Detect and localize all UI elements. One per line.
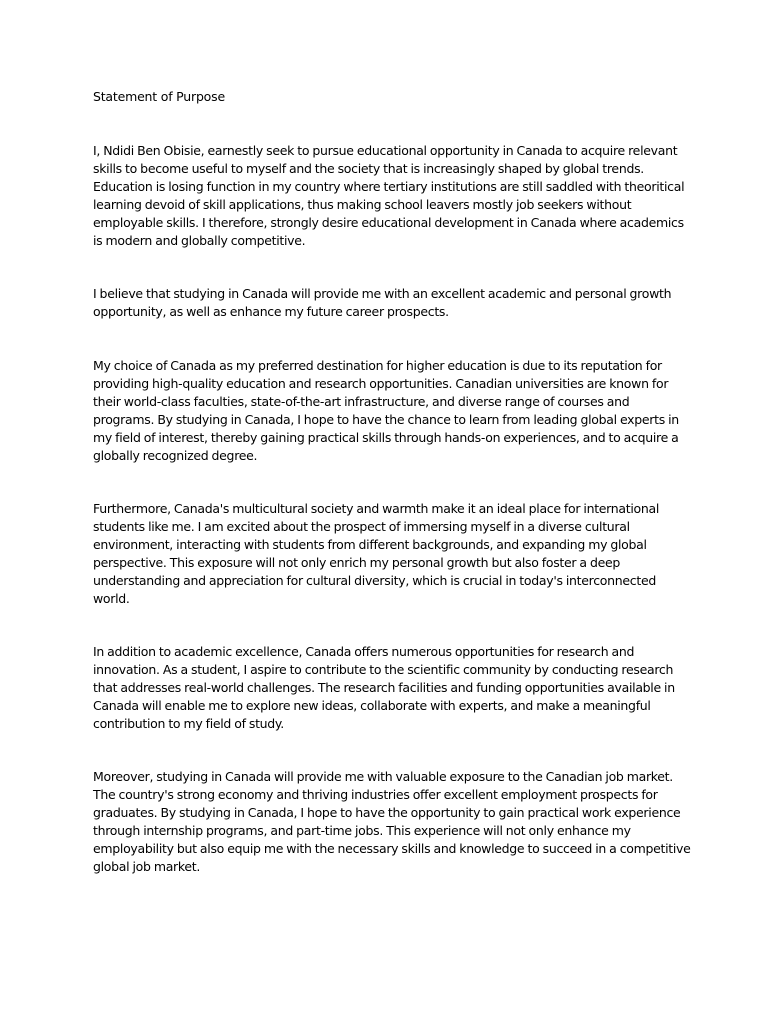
paragraph-line: is modern and globally competitive.	[93, 232, 306, 248]
paragraph-line: In addition to academic excellence, Canada offers numerous opportunities for research and	[93, 644, 635, 659]
paragraph-introduction	[93, 142, 683, 249]
paragraph-choice-of-canada	[93, 357, 683, 464]
paragraph-line: Education is losing function in my country where tertiary institutions are still saddled with theoritical	[93, 178, 685, 194]
paragraph-line: global job market.	[93, 858, 201, 874]
paragraph-line: graduates. By studying in Canada, I hope to have the opportunity to gain practical work experience	[93, 804, 681, 820]
paragraph-line: Canada will enable me to explore new ideas, collaborate with experts, and make a meaningful	[93, 697, 651, 713]
paragraph-line: that addresses real-world challenges. The research facilities and funding opportunities available in	[93, 679, 675, 695]
paragraph-research	[93, 643, 683, 733]
paragraph-line: opportunity, as well as enhance my future career prospects.	[93, 303, 449, 319]
paragraph-line: understanding and appreciation for cultural diversity, which is crucial in today's interconnected	[93, 572, 656, 588]
paragraph-line: I, Ndidi Ben Obisie, earnestly seek to pursue educational opportunity in Canada to acquire relevant	[93, 143, 678, 158]
paragraph-belief	[93, 285, 683, 321]
paragraph-line: providing high-quality education and research opportunities. Canadian universities are known for	[93, 375, 669, 391]
paragraph-line: Moreover, studying in Canada will provide me with valuable exposure to the Canadian job market.	[93, 769, 673, 784]
paragraph-line: employability but also equip me with the necessary skills and knowledge to succeed in a competitive	[93, 840, 691, 856]
paragraph-line: contribution to my field of study.	[93, 715, 284, 731]
document-title: Statement of Purpose	[93, 89, 225, 104]
paragraph-line: perspective. This exposure will not only enrich my personal growth but also foster a deep	[93, 554, 620, 570]
paragraph-line: My choice of Canada as my preferred destination for higher education is due to its reputation for	[93, 358, 662, 373]
paragraph-line: I believe that studying in Canada will provide me with an excellent academic and personal growth	[93, 286, 672, 301]
paragraph-line: employable skills. I therefore, strongly desire educational development in Canada where academics	[93, 214, 684, 230]
paragraph-line: my field of interest, thereby gaining practical skills through hands-on experiences, and to acquire a	[93, 429, 679, 445]
paragraph-line: environment, interacting with students from different backgrounds, and expanding my global	[93, 536, 647, 552]
paragraph-line: programs. By studying in Canada, I hope to have the chance to learn from leading global experts in	[93, 411, 679, 427]
paragraph-line: skills to become useful to myself and the society that is increasingly shaped by global trends.	[93, 160, 644, 176]
paragraph-line: their world-class faculties, state-of-the-art infrastructure, and diverse range of courses and	[93, 393, 630, 409]
paragraph-line: students like me. I am excited about the prospect of immersing myself in a diverse cultural	[93, 518, 630, 534]
paragraph-line: innovation. As a student, I aspire to contribute to the scientific community by conducting research	[93, 661, 674, 677]
paragraph-line: Furthermore, Canada's multicultural society and warmth make it an ideal place for international	[93, 501, 660, 516]
paragraph-line: globally recognized degree.	[93, 447, 258, 463]
paragraph-multicultural	[93, 500, 683, 607]
paragraph-line: world.	[93, 590, 130, 606]
paragraph-line: learning devoid of skill applications, thus making school leavers mostly job seekers without	[93, 196, 632, 212]
paragraph-job-market	[93, 768, 691, 875]
paragraph-line: through internship programs, and part-time jobs. This experience will not only enhance my	[93, 822, 631, 838]
paragraph-line: The country's strong economy and thriving industries offer excellent employment prospects for	[93, 786, 658, 802]
